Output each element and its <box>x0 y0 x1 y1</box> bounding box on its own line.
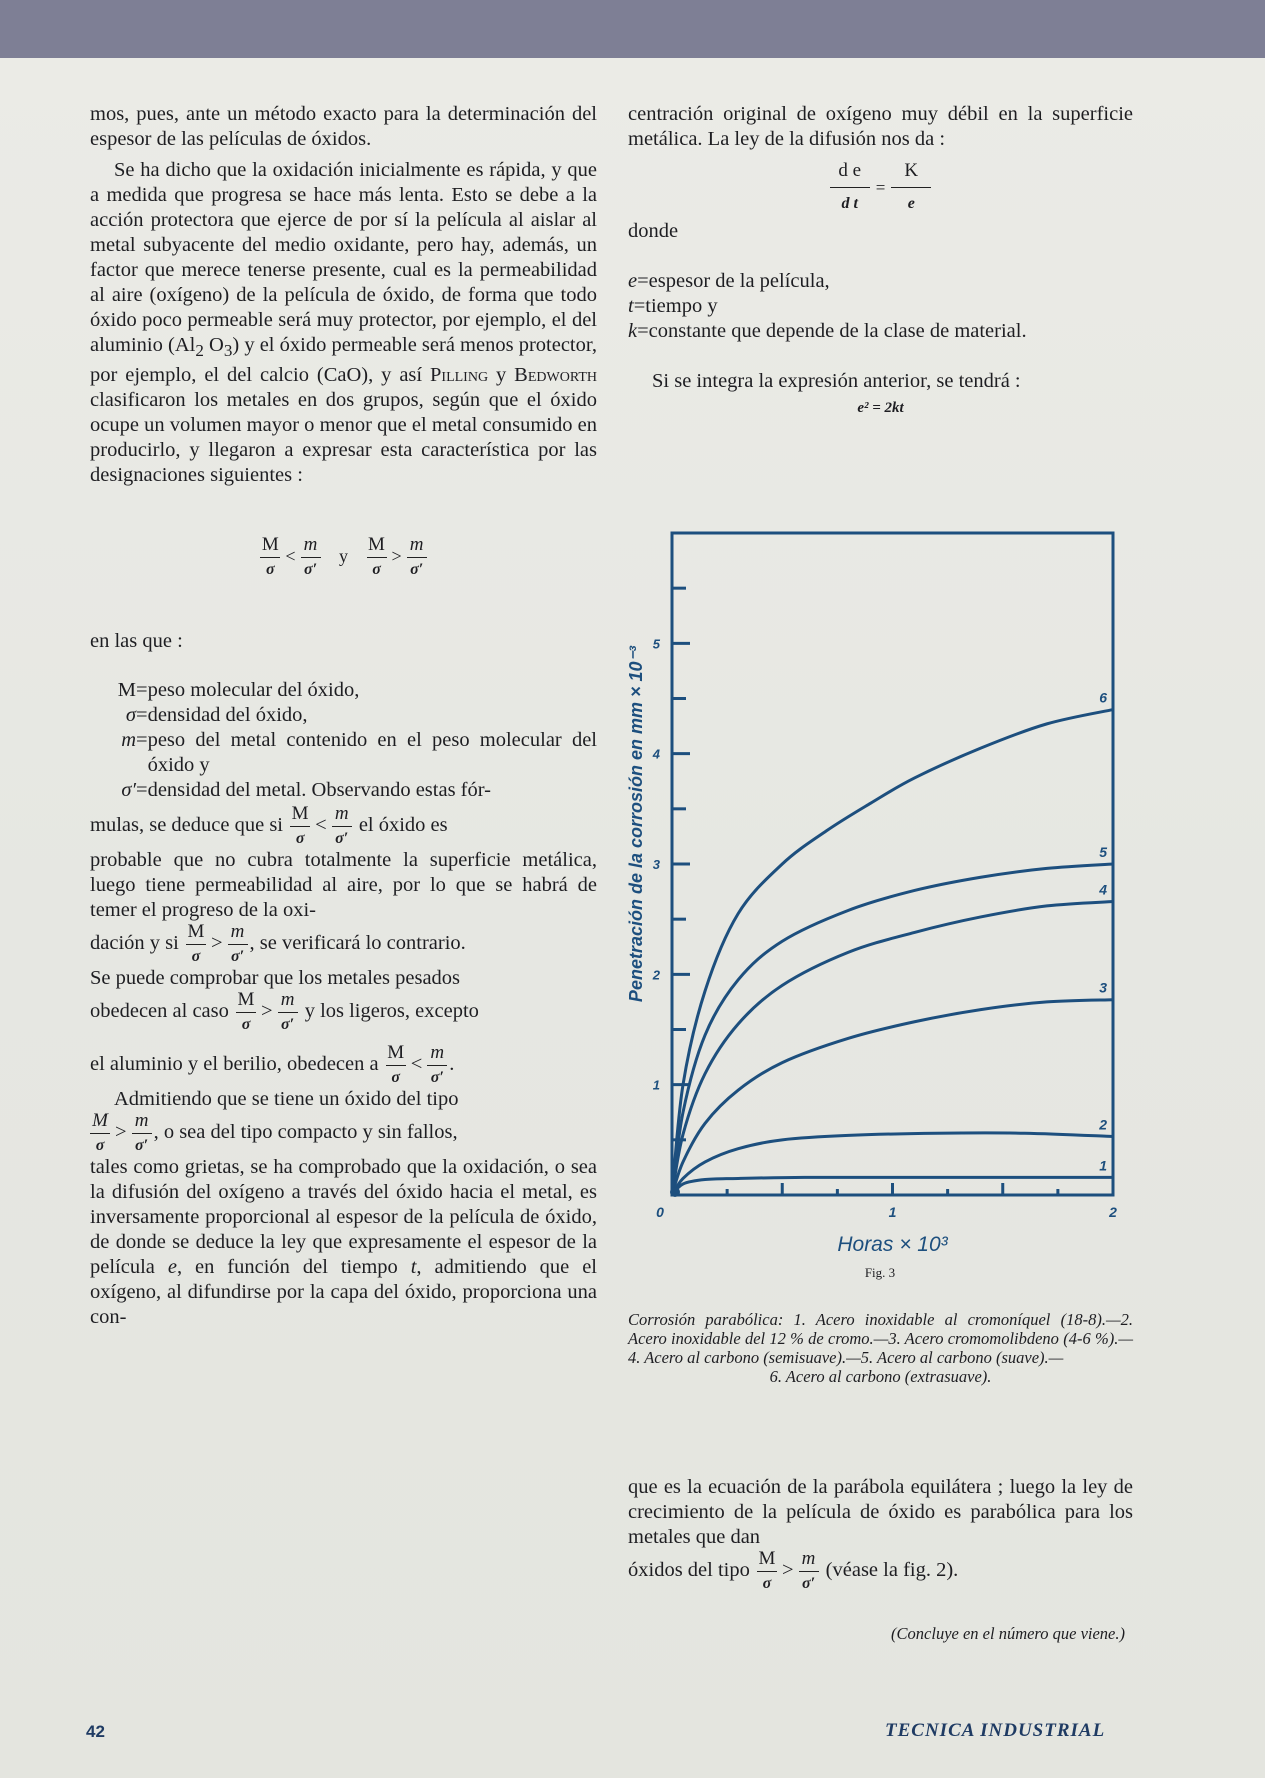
fraction <box>891 158 931 217</box>
formula-main <box>90 536 597 579</box>
right-column-top <box>628 102 1133 421</box>
fraction <box>301 536 321 579</box>
figure-label: Fig. 3 <box>864 1265 896 1280</box>
fraction <box>427 1044 447 1087</box>
series-label-1: 1 <box>1099 1157 1107 1174</box>
inline-formula-line <box>90 1112 597 1155</box>
operator: > <box>210 932 223 955</box>
right-column-bottom <box>628 1475 1133 1646</box>
variable: t <box>410 1256 417 1279</box>
paragraph: mos, pues, ante un método exacto para la determinación del espesor de las películas de óxidos. <box>90 103 597 150</box>
text: , admitiendo que el oxígeno, al difundirse por la capa del óxido, proporciona una con- <box>90 1256 597 1329</box>
fraction-bar <box>799 1571 819 1572</box>
equals: = <box>136 779 148 802</box>
y-axis-label: Penetración de la corrosión en mm × 10⁻³ <box>626 645 646 1003</box>
continued-note: (Concluye en el número que viene.) <box>891 1624 1125 1643</box>
text: tales como grietas, se ha comprobado que la oxidación, o sea la difusión del oxígeno a través del óxido hacia el metal, es inversamente proporcional al espesor de la película de óxido, de donde se deduce la ley que expresamente el espesor de la película <box>90 1156 597 1279</box>
fraction <box>228 923 248 966</box>
inline-formula-line <box>90 923 597 966</box>
definition-item <box>90 728 597 778</box>
definition-text: constante que depende de la clase de material. <box>648 320 1027 342</box>
text: mulas, se deduce que si <box>90 814 283 837</box>
symbol: e <box>628 270 638 292</box>
numerator: m <box>303 534 318 556</box>
numerator: M <box>291 803 309 825</box>
symbol: k <box>628 320 638 342</box>
y-tick-label: 4 <box>652 746 660 762</box>
denominator: σ <box>95 1137 105 1155</box>
fraction-bar <box>332 826 352 827</box>
operator: > <box>115 1121 127 1144</box>
definitions-list <box>628 269 1133 344</box>
fraction <box>260 536 280 579</box>
numerator: M <box>387 1042 405 1064</box>
text: Se ha dicho que la oxidación inicialmente es rápida, y que a medida que progresa se hace más lenta. Esto se debe a la acción protectora que ejerce de por sí la película al aislar al metal subyacente del medio oxidante, pero hay, además, un factor que merece tenerse presente, cual es la permeabilidad al aire (oxígeno) de la película de óxido, de forma que todo óxido poco permeable será muy protector, por ejemplo, el del aluminio (Al <box>90 159 597 356</box>
fraction <box>236 991 256 1034</box>
paragraph: Se puede comprobar que los metales pesados <box>90 967 461 990</box>
numerator: d e <box>838 160 862 181</box>
subscript: 3 <box>223 341 233 361</box>
diffusion-equation <box>628 158 1133 217</box>
series-line-3 <box>672 1000 1113 1195</box>
denominator: σ <box>266 561 275 579</box>
text: óxidos del tipo <box>628 1559 750 1582</box>
origin-mark <box>670 1187 680 1197</box>
numerator: m <box>409 534 424 556</box>
inline-formula-line <box>628 1550 1133 1593</box>
equals: = <box>875 178 886 197</box>
operator: > <box>391 545 402 566</box>
text: y <box>488 364 515 387</box>
equals: = <box>136 679 148 702</box>
fraction-bar <box>236 1012 256 1013</box>
definition-item <box>90 703 597 728</box>
symbol: M <box>117 679 136 702</box>
paragraph: en las que : <box>90 630 183 653</box>
fraction-bar <box>427 1065 447 1066</box>
definition-item: e = espesor de la película, <box>628 269 1133 294</box>
caption-text: Corrosión parabólica: 1. Acero inoxidable al cromoníquel (18-8).—2. Acero inoxidable del 12 % de cromo.—3. Acero cromomolibdeno (4-6 %).—4. Acero al carbono (semisuave).—5. Acero al carbono (suave).— <box>628 1310 1133 1367</box>
fraction-bar <box>186 944 206 945</box>
equals: = <box>136 729 148 752</box>
series-line-4 <box>672 902 1113 1195</box>
fraction-bar <box>228 944 248 945</box>
series-label-2: 2 <box>1099 1116 1107 1133</box>
denominator: σ <box>372 561 381 579</box>
denominator: σ <box>762 1575 772 1592</box>
denominator: σ <box>295 830 305 848</box>
numerator: m <box>134 1110 149 1132</box>
fraction <box>186 923 206 966</box>
inline-formula-line <box>90 1044 597 1087</box>
definition-text: peso molecular del óxido, <box>147 679 360 702</box>
definition-text: densidad del metal. Observando estas fór- <box>147 779 491 802</box>
fraction <box>278 991 298 1034</box>
figure-caption <box>628 1310 1133 1386</box>
denominator: σ′ <box>303 561 318 579</box>
numerator: M <box>187 921 205 943</box>
fraction-bar <box>757 1571 777 1572</box>
y-tick-label: 2 <box>652 967 660 983</box>
definitions-list <box>90 678 597 803</box>
paragraph <box>90 1155 597 1330</box>
text: obedecen al caso <box>90 1000 229 1023</box>
paragraph: que es la ecuación de la parábola equilátera ; luego la ley de crecimiento de la película de óxido es parabólica para los metales que dan <box>628 1476 1133 1548</box>
operator: < <box>315 814 327 837</box>
chart-svg <box>620 520 1140 1280</box>
paragraph: probable que no cubra totalmente la superficie metálica, luego tiene permeabilidad al aire, por lo que se habrá de temer el progreso de la oxi- <box>90 849 597 922</box>
denominator: σ′ <box>430 1069 444 1087</box>
operator: < <box>285 545 296 566</box>
denominator: σ <box>191 948 201 966</box>
fraction <box>332 805 352 848</box>
fraction <box>407 536 427 579</box>
y-tick-label: 5 <box>652 636 660 652</box>
paragraph: donde <box>628 220 679 242</box>
series-label-4: 4 <box>1099 881 1107 898</box>
series-label-3: 3 <box>1099 979 1107 996</box>
text: . <box>449 1053 455 1076</box>
inline-formula-line <box>90 991 597 1034</box>
corrosion-chart <box>620 520 1140 1280</box>
fraction-bar <box>260 557 280 558</box>
numerator: M <box>368 534 385 556</box>
symbol: σ <box>125 704 136 727</box>
text: el aluminio y el berilio, obedecen a <box>90 1053 379 1076</box>
numerator: M <box>261 534 279 556</box>
author-name: Pilling <box>430 364 489 387</box>
series-line-6 <box>672 710 1113 1195</box>
definition-text: peso del metal contenido en el peso molecular del óxido y <box>147 729 597 777</box>
y-tick-label: 3 <box>652 857 660 872</box>
fraction <box>386 1044 406 1087</box>
text: , se verificará lo contrario. <box>249 932 466 955</box>
text: ) y el óxido permeable será menos protector, por ejemplo, el del calcio (CaO), y así <box>90 334 598 387</box>
publication-title: TECNICA INDUSTRIAL <box>885 1720 1106 1741</box>
caption-text: 6. Acero al carbono (extrasuave). <box>769 1367 992 1386</box>
denominator: σ′ <box>801 1575 816 1592</box>
inline-formula-line <box>90 805 597 848</box>
paragraph: Admitiendo que se tiene un óxido del tipo <box>114 1088 459 1111</box>
denominator: e <box>907 195 915 212</box>
fraction-bar <box>301 557 321 558</box>
left-column <box>90 102 597 1330</box>
fraction <box>290 805 310 848</box>
fraction-bar <box>290 826 310 827</box>
page-number: 42 <box>86 1722 105 1741</box>
operator: > <box>781 1559 794 1582</box>
x-tick-label: 1 <box>888 1204 897 1220</box>
fraction-bar <box>830 187 870 188</box>
text: clasificaron los metales en dos grupos, según que el óxido ocupe un volumen mayor o menor que el metal consumido en producirlo, y llegaron a expresar esta característica por las designaciones siguientes : <box>90 389 597 487</box>
equals: = <box>136 704 148 727</box>
text: el óxido es <box>358 814 448 837</box>
fraction-bar <box>278 1012 298 1013</box>
fraction <box>799 1550 819 1593</box>
y-tick-label: 1 <box>652 1077 660 1093</box>
subscript: 2 <box>195 341 204 361</box>
denominator: σ′ <box>335 830 349 848</box>
text: O <box>203 334 224 356</box>
paragraph <box>90 158 597 488</box>
operator: < <box>410 1053 423 1076</box>
paragraph: Si se integra la expresión anterior, se tendrá : <box>652 370 1021 392</box>
denominator: σ′ <box>410 561 424 579</box>
denominator: σ′ <box>281 1016 295 1034</box>
series-label-6: 6 <box>1099 689 1107 706</box>
fraction-bar <box>132 1133 152 1134</box>
denominator: σ′ <box>135 1137 149 1155</box>
definition-text: densidad del óxido, <box>147 704 308 727</box>
fraction-bar <box>90 1133 110 1134</box>
numerator: m <box>230 921 245 943</box>
denominator: d t <box>841 195 858 212</box>
numerator: m <box>280 989 295 1011</box>
integrated-equation: e² = 2kt <box>857 400 904 416</box>
definition-item <box>90 678 597 703</box>
definition-item <box>90 778 597 803</box>
paragraph: centración original de oxígeno muy débil en la superficie metálica. La ley de la difusión nos da : <box>628 103 1133 150</box>
numerator: m <box>430 1042 445 1064</box>
denominator: σ <box>241 1016 251 1034</box>
fraction <box>830 158 870 217</box>
x-tick-label: 0 <box>656 1204 664 1220</box>
definition-item: k = constante que depende de la clase de material. <box>628 319 1133 344</box>
symbol: m <box>121 729 136 752</box>
conjunction: y <box>339 545 348 566</box>
fraction <box>757 1550 777 1593</box>
plot-frame <box>672 533 1113 1195</box>
fraction-bar <box>891 187 931 188</box>
text: y los ligeros, excepto <box>304 1000 479 1023</box>
author-name: Bedworth <box>514 364 597 387</box>
numerator: m <box>801 1548 816 1569</box>
fraction-bar <box>407 557 427 558</box>
text: , o sea del tipo compacto y sin fallos, <box>153 1121 458 1144</box>
fraction <box>90 1112 110 1155</box>
operator: > <box>261 1000 273 1023</box>
denominator: σ <box>391 1069 401 1087</box>
variable: e <box>167 1256 177 1279</box>
series-label-5: 5 <box>1099 844 1107 860</box>
fraction <box>132 1112 152 1155</box>
text: dación y si <box>90 932 179 955</box>
top-band <box>0 0 1265 58</box>
definition-text: tiempo y <box>645 295 718 317</box>
fraction-bar <box>386 1065 406 1066</box>
text: (véase la fig. 2). <box>825 1559 959 1582</box>
numerator: M <box>237 989 255 1011</box>
symbol: t <box>628 295 634 317</box>
denominator: σ′ <box>230 948 245 966</box>
definition-text: espesor de la película, <box>648 270 830 292</box>
numerator: M <box>92 1110 108 1132</box>
fraction <box>367 536 387 579</box>
numerator: M <box>758 1548 776 1569</box>
x-axis-label: Horas × 10³ <box>837 1233 948 1256</box>
x-tick-label: 2 <box>1109 1204 1117 1220</box>
definition-item: t = tiempo y <box>628 294 1133 319</box>
fraction-bar <box>367 557 387 558</box>
numerator: K <box>904 160 919 181</box>
text: , en función del tiempo <box>176 1256 411 1279</box>
symbol: σ′ <box>121 779 136 802</box>
numerator: m <box>334 803 349 825</box>
